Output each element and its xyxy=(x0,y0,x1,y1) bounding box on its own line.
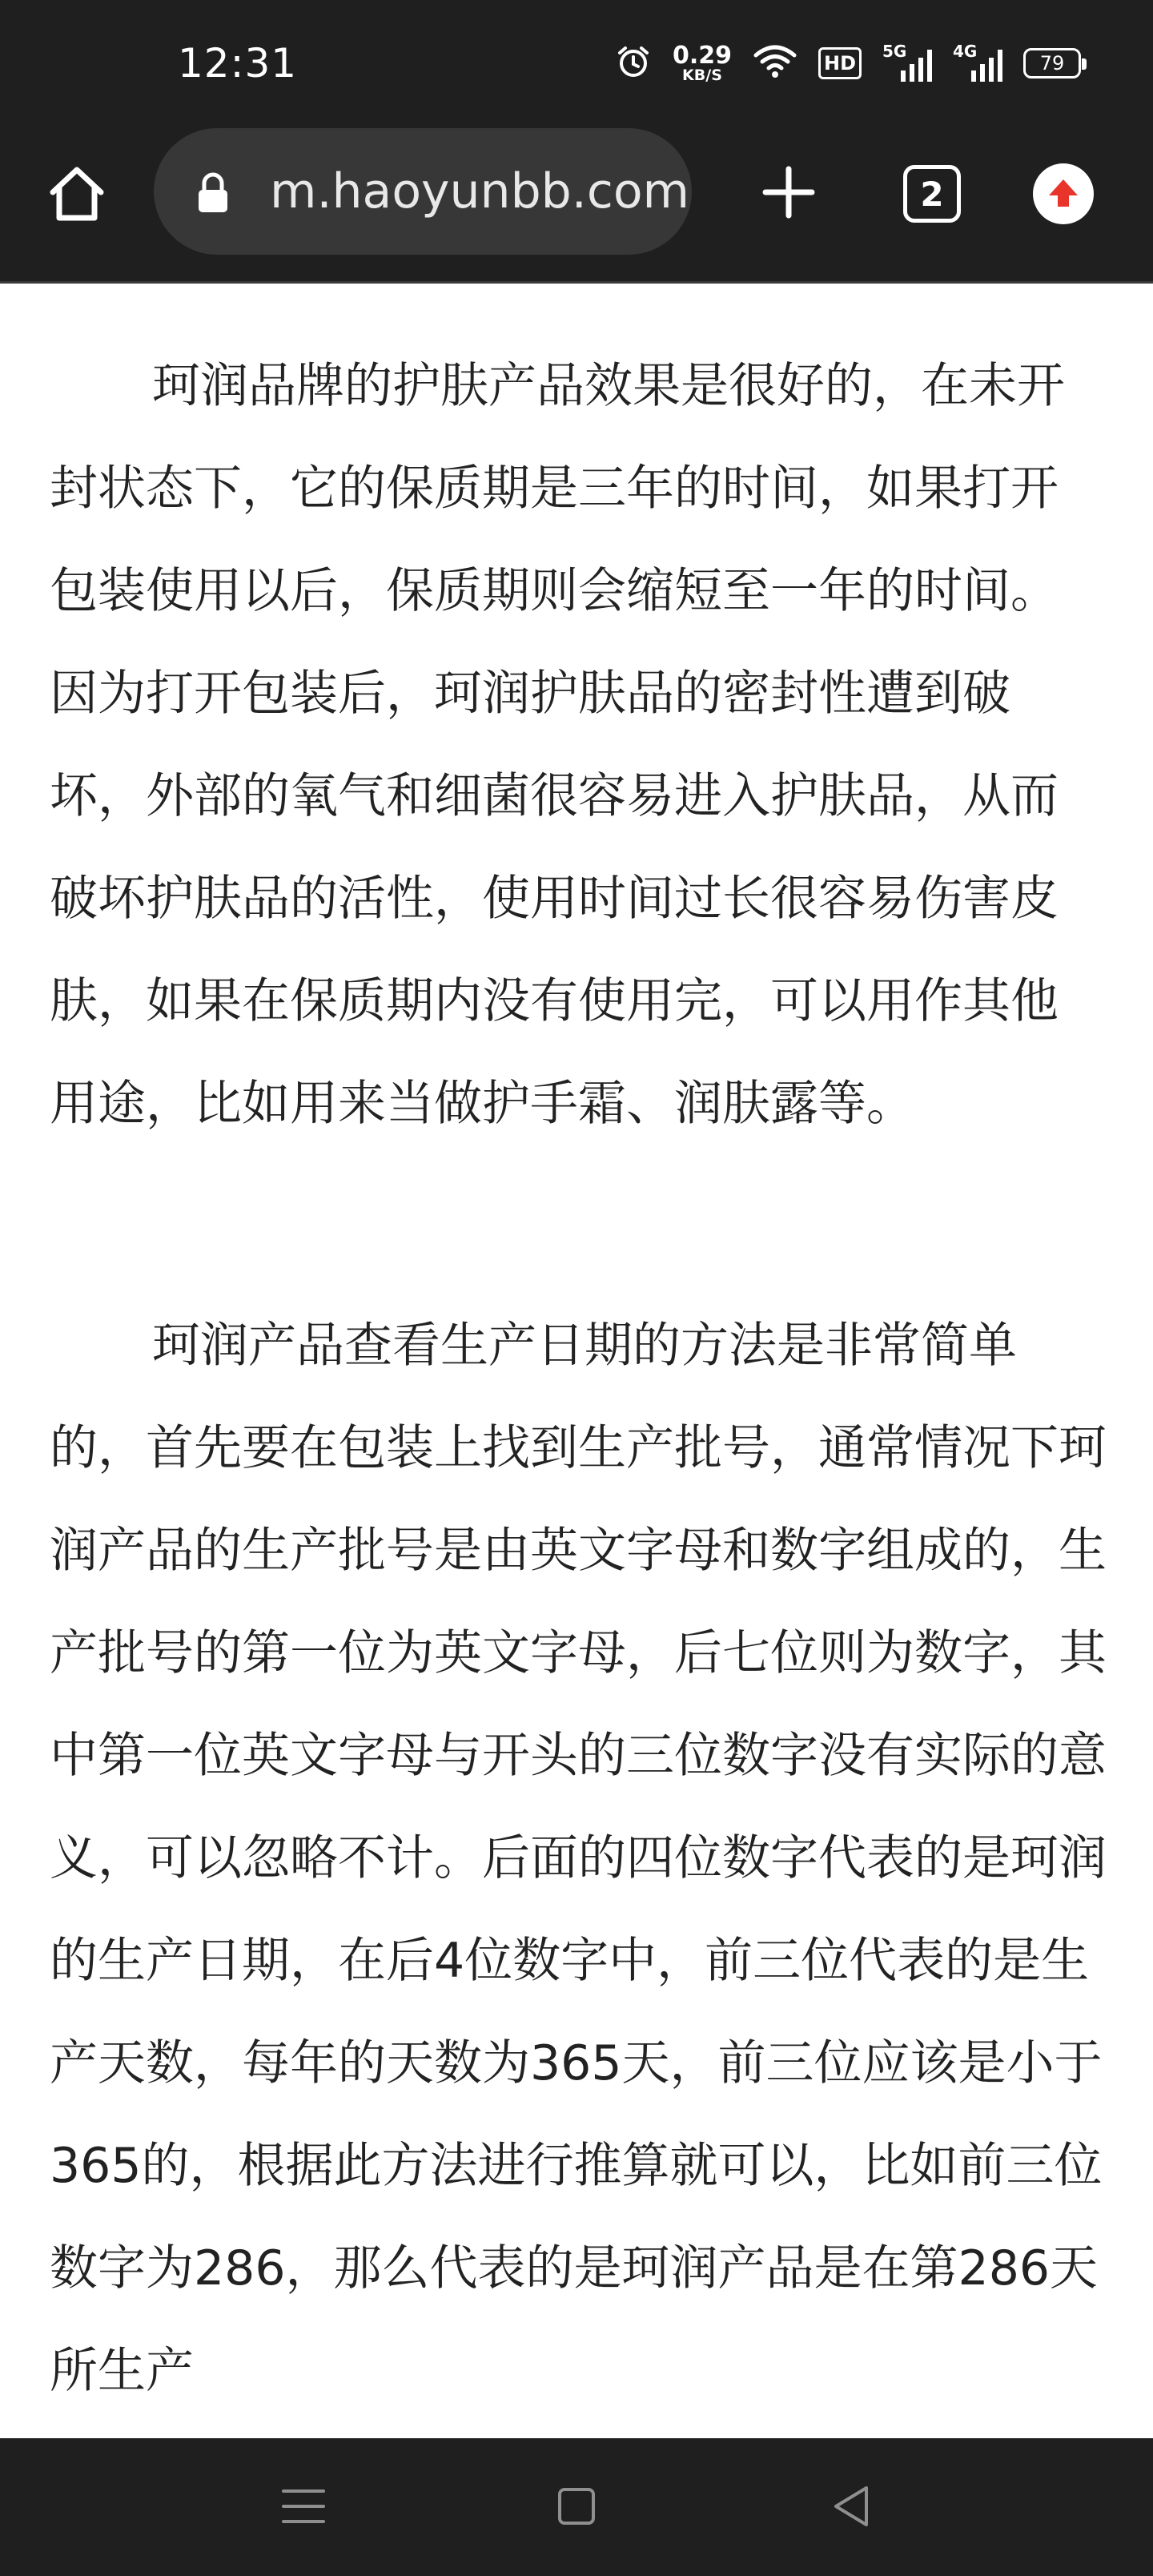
tab-switcher-button[interactable]: 2 xyxy=(903,165,961,223)
network-speed-unit: KB/S xyxy=(682,66,722,84)
arrow-up-icon xyxy=(1046,176,1081,211)
home-icon xyxy=(45,162,109,226)
system-nav-bar xyxy=(0,2438,1153,2576)
new-tab-button[interactable] xyxy=(753,152,825,232)
back-button[interactable] xyxy=(830,2483,873,2533)
sim1-signal-icon xyxy=(882,42,932,82)
sim2-signal-icon xyxy=(953,42,1002,82)
home-nav-button[interactable] xyxy=(558,2488,595,2525)
status-time: 12:31 xyxy=(178,40,298,87)
network-speed xyxy=(672,41,732,84)
status-icons xyxy=(615,35,1081,91)
network-speed-value: 0.29 xyxy=(672,41,732,70)
alarm-icon xyxy=(615,43,652,83)
article-content xyxy=(0,284,1153,2438)
article-paragraph: 珂润产品查看生产日期的方法是非常简单的，首先要在包装上找到生产批号，通常情况下珂润产品的生产批号是由英文字母和数字组成的，生产批号的第一位为英文字母，后七位则为数字，其中第一位英文字母与开头的三位数字没有实际的意义，可以忽略不计。后面的四位数字代表的是珂润的生产日期，在后4位数字中，前三位代表的是生产天数，每年的天数为365天，前三位应该是小于365的，根据此方法进行推算就可以，比如前三位数字为286，那么代表的是珂润产品是在第286天所生产 xyxy=(50,1318,1107,2399)
home-button[interactable] xyxy=(40,157,114,231)
sim1-label: 5G xyxy=(882,42,907,61)
url-text[interactable]: m.haoyunbb.com xyxy=(270,163,689,219)
hd-voice-badge: HD xyxy=(818,47,862,79)
recent-apps-button[interactable] xyxy=(282,2485,325,2528)
battery-icon xyxy=(1023,48,1081,78)
address-bar-field[interactable] xyxy=(154,128,692,255)
battery-level: 79 xyxy=(1039,52,1065,74)
browser-toolbar xyxy=(0,128,1153,284)
upgrade-button[interactable] xyxy=(1033,163,1094,224)
back-icon xyxy=(830,2483,873,2530)
sim2-label: 4G xyxy=(953,42,978,61)
article-paragraph: 珂润品牌的护肤产品效果是很好的，在未开封状态下，它的保质期是三年的时间，如果打开包装使用以后，保质期则会缩短至一年的时间。因为打开包装后，珂润护肤品的密封性遭到破坏，外部的氧气和细菌很容易进入护肤品，从而破坏护肤品的活性，使用时间过长很容易伤害皮肤，如果在保质期内没有使用完，可以用作其他用途，比如用来当做护手霜、润肤露等。 xyxy=(50,358,1065,1132)
status-bar xyxy=(0,0,1153,128)
wifi-icon xyxy=(753,44,797,83)
plus-icon xyxy=(761,164,817,220)
lock-icon xyxy=(195,172,231,217)
